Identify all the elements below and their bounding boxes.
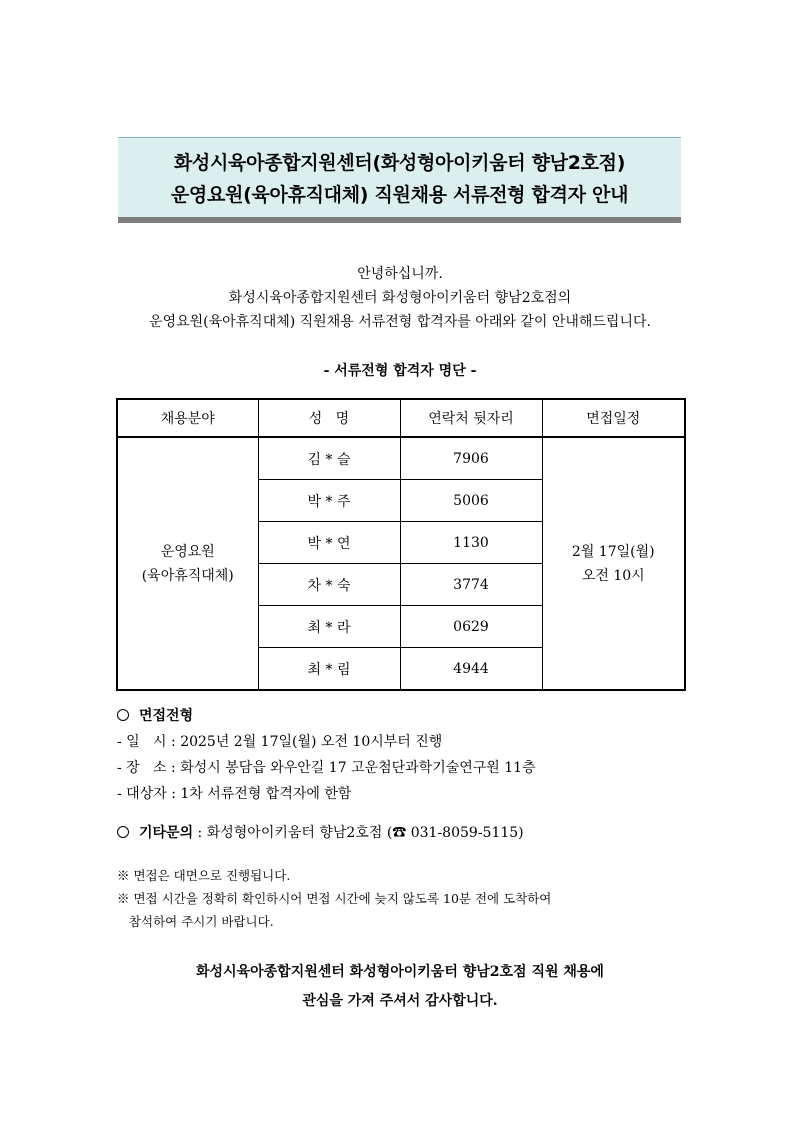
phone-cell: 7906 (400, 437, 542, 480)
interview-line: - 장 소 : 화성시 봉담읍 와우안길 17 고운첨단과학기술연구원 11층 (117, 760, 536, 776)
header-schedule: 면접일정 (542, 399, 685, 437)
name-cell: 차 * 숙 (258, 564, 400, 606)
table-row (117, 437, 685, 480)
interview-line: - 일 시 : 2025년 2월 17일(월) 오전 10시부터 진행 (117, 734, 443, 750)
field-line-1: 운영요원 (160, 543, 215, 560)
contact-section (117, 820, 524, 846)
field-cell (117, 437, 258, 690)
header-phone: 연락처 뒷자리 (400, 399, 542, 437)
title-box (118, 137, 681, 223)
closing-message (0, 958, 800, 1016)
name-cell: 박 * 연 (258, 522, 400, 564)
schedule-line-2: 오전 10시 (581, 567, 645, 584)
list-heading: - 서류전형 합격자 명단 - (323, 363, 477, 379)
header-name: 성 명 (258, 399, 400, 437)
note-line: ※ 면접 시간을 정확히 확인하시어 면접 시간에 늦지 않도록 10분 전에 도착하여 (117, 891, 552, 906)
note-line: 참석하여 주시기 바랍니다. (117, 914, 274, 929)
closing-line: 관심을 가져 주셔서 감사합니다. (302, 993, 498, 1009)
circle-bullet-icon (117, 826, 129, 838)
name-cell: 최 * 라 (258, 606, 400, 648)
table-header-row (117, 399, 685, 437)
circle-bullet-icon (117, 709, 129, 721)
phone-cell: 0629 (400, 606, 542, 648)
note-line: ※ 면접은 대면으로 진행됩니다. (117, 868, 291, 883)
contact-heading: 기타문의 (139, 825, 194, 841)
interview-heading: 면접전형 (139, 708, 194, 724)
title-line-2: 운영요원(육아휴직대체) 직원채용 서류전형 합격자 안내 (170, 184, 629, 206)
interview-section (117, 703, 536, 807)
greeting-line: 안녕하십니까. (357, 266, 443, 282)
name-cell: 김 * 슬 (258, 437, 400, 480)
header-field: 채용분야 (117, 399, 258, 437)
greeting-line: 운영요원(육아휴직대체) 직원채용 서류전형 합격자를 아래와 같이 안내해드립니다. (149, 314, 651, 330)
interview-heading-row (117, 703, 536, 729)
closing-line: 화성시육아종합지원센터 화성형아이키움터 향남2호점 직원 채용에 (196, 964, 604, 980)
schedule-cell (542, 437, 685, 690)
notes (117, 864, 551, 933)
phone-cell: 1130 (400, 522, 542, 564)
phone-cell: 4944 (400, 648, 542, 691)
applicant-table (116, 398, 686, 691)
interview-line: - 대상자 : 1차 서류전형 합격자에 한함 (117, 786, 352, 802)
greeting-line: 화성시육아종합지원센터 화성형아이키움터 향남2호점의 (228, 290, 572, 306)
phone-cell: 5006 (400, 480, 542, 522)
title-line-1: 화성시육아종합지원센터(화성형아이키움터 향남2호점) (173, 152, 626, 174)
contact-text: : 화성형아이키움터 향남2호점 (☎ 031-8059-5115) (193, 825, 524, 841)
name-cell: 최 * 림 (258, 648, 400, 691)
greeting (0, 262, 800, 334)
phone-cell: 3774 (400, 564, 542, 606)
name-cell: 박 * 주 (258, 480, 400, 522)
schedule-line-1: 2월 17일(월) (571, 543, 655, 560)
field-line-2: (육아휴직대체) (141, 567, 234, 584)
